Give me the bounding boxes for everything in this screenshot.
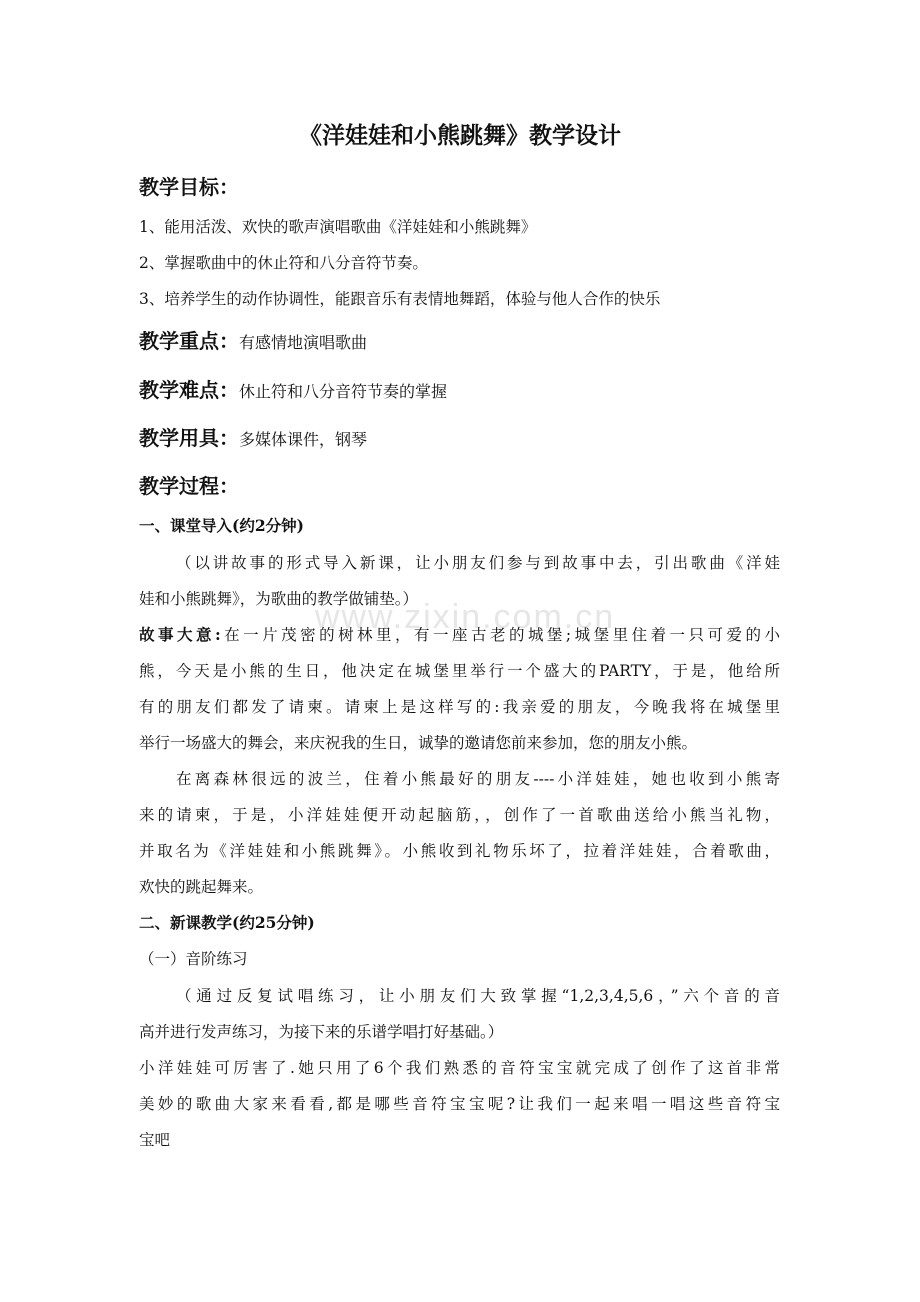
story2-line-4: 欢快的跳起舞来。 bbox=[139, 878, 264, 896]
section1-heading: 一、课堂导入(约2分钟) bbox=[139, 516, 304, 535]
scale-line-2: 高并进行发声练习，为接下来的乐谱学唱打好基础。） bbox=[139, 1023, 504, 1041]
key-point-row bbox=[139, 327, 367, 357]
difficulty-label: 教学难点： bbox=[139, 378, 239, 402]
intro-line-1: （以讲故事的形式导入新课，让小朋友们参与到故事中去，引出歌曲《洋娃 bbox=[176, 554, 780, 572]
objectives-heading: 教学目标： bbox=[139, 175, 239, 199]
story-label: 故事大意: bbox=[139, 625, 221, 644]
tools-label: 教学用具： bbox=[139, 426, 239, 450]
scale-line-1: （通过反复试唱练习，让小朋友们大致掌握“1,2,3,4,5,6，”六个音的音 bbox=[176, 987, 780, 1005]
key-point-text: 有感情地演唱歌曲 bbox=[239, 333, 368, 352]
closing-line-2: 美妙的歌曲大家来看看,都是哪些音符宝宝呢?让我们一起来唱一唱这些音符宝 bbox=[139, 1095, 780, 1113]
difficulty-row bbox=[139, 376, 447, 406]
tools-text: 多媒体课件，钢琴 bbox=[239, 430, 368, 449]
story2-line-3: 并取名为《洋娃娃和小熊跳舞》。小熊收到礼物乐坏了，拉着洋娃娃，合着歌曲， bbox=[139, 842, 780, 860]
story-line-2: 熊，今天是小熊的生日，他决定在城堡里举行一个盛大的PARTY，于是，他给所 bbox=[139, 662, 780, 680]
story-line-4: 举行一场盛大的舞会，来庆祝我的生日，诚挚的邀请您前来参加，您的朋友小熊。 bbox=[139, 734, 698, 752]
tools-row bbox=[139, 424, 367, 454]
story-line-3: 有的朋友们都发了请柬。请柬上是这样写的:我亲爱的朋友，今晚我将在城堡里 bbox=[139, 698, 780, 716]
closing-line-3: 宝吧 bbox=[139, 1131, 171, 1149]
objective-item-1: 1、能用活泼、欢快的歌声演唱歌曲《洋娃娃和小熊跳舞》 bbox=[139, 218, 537, 236]
intro-line-2: 娃和小熊跳舞》，为歌曲的教学做铺垫。） bbox=[139, 590, 419, 608]
objective-item-2: 2、掌握歌曲中的休止符和八分音符节奏。 bbox=[139, 254, 428, 272]
section2-sub1: （一）音阶练习 bbox=[139, 950, 248, 968]
process-heading: 教学过程： bbox=[139, 474, 239, 498]
objective-item-3: 3、培养学生的动作协调性，能跟音乐有表情地舞蹈，体验与他人合作的快乐 bbox=[139, 290, 661, 308]
watermark: www.zixin.com.cn bbox=[314, 598, 616, 636]
story-line-1 bbox=[139, 623, 780, 647]
story-text-1: 在一片茂密的树林里，有一座古老的城堡;城堡里住着一只可爱的小 bbox=[220, 626, 780, 644]
section2-heading: 二、新课教学(约25分钟) bbox=[139, 913, 315, 932]
document-title: 《洋娃娃和小熊跳舞》教学设计 bbox=[299, 122, 621, 149]
key-point-label: 教学重点： bbox=[139, 329, 239, 353]
difficulty-text: 休止符和八分音符节奏的掌握 bbox=[239, 382, 448, 401]
closing-line-1: 小洋娃娃可厉害了.她只用了6个我们熟悉的音符宝宝就完成了创作了这首非常 bbox=[139, 1059, 780, 1077]
story2-line-1: 在离森林很远的波兰，住着小熊最好的朋友----小洋娃娃，她也收到小熊寄 bbox=[176, 770, 780, 788]
story2-line-2: 来的请柬，于是，小洋娃娃便开动起脑筋，，创作了一首歌曲送给小熊当礼物， bbox=[139, 806, 780, 824]
